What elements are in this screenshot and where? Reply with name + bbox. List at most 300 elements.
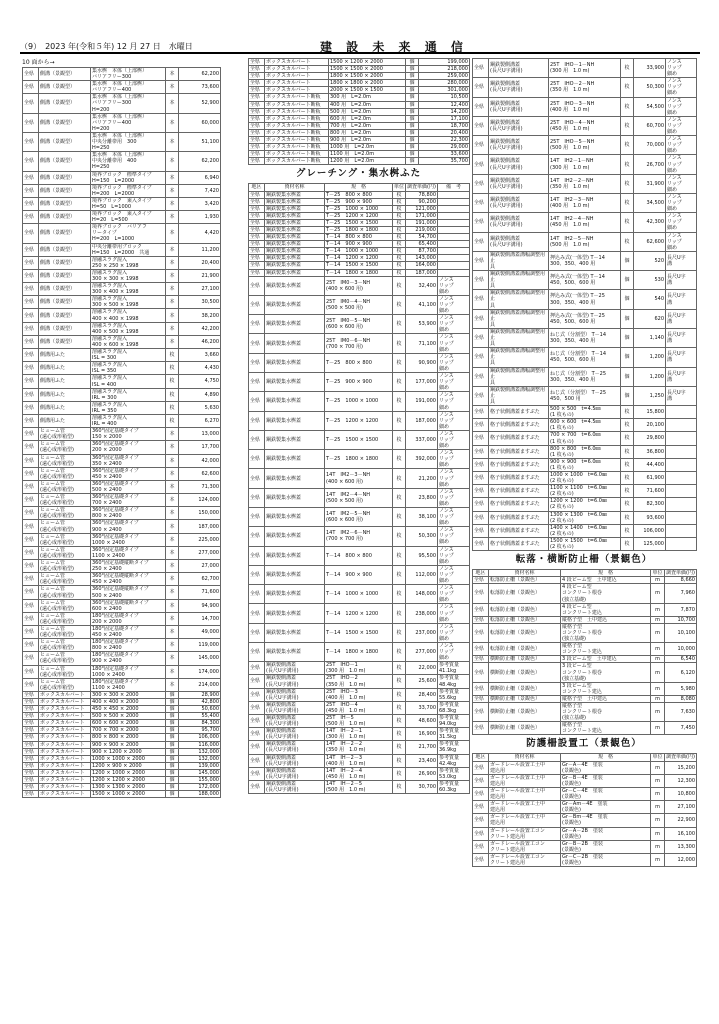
- cell-price: 53,900: [406, 315, 438, 334]
- cell-price: 6,540: [665, 656, 697, 663]
- cell-unit: 個: [166, 769, 179, 776]
- table-row: [473, 406, 697, 419]
- cell-spec: 境界ブロック 標準タイプ H=150 L=2000: [91, 171, 166, 184]
- cell-unit: 枚: [166, 414, 179, 427]
- cell-material: 側溝（景観型）: [39, 171, 91, 184]
- cell-unit: 本: [166, 546, 179, 559]
- cell-spec: T－25 1200 × 1200: [325, 212, 393, 219]
- cell-unit: 本: [166, 152, 179, 171]
- cell-area: 全県: [23, 533, 39, 546]
- cell-area: 全県: [23, 322, 39, 335]
- cell-area: 全県: [249, 565, 265, 584]
- cell-unit: 本: [166, 467, 179, 480]
- cell-spec: 360°固定基礎タイプ 450 × 2400: [91, 467, 166, 480]
- cell-price: 22,900: [665, 814, 697, 827]
- cell-price: 214,000: [179, 678, 221, 691]
- cell-unit: m: [651, 663, 665, 682]
- table-row: [23, 784, 221, 791]
- cell-area: 全県: [23, 748, 39, 755]
- cell-material: 鋼鉄製集水桝蓋: [265, 527, 325, 546]
- cell-area: 全県: [249, 262, 265, 269]
- table-row: [23, 741, 221, 748]
- cell-unit: 個: [621, 271, 634, 290]
- cell-unit: m: [651, 814, 665, 827]
- cell-price: 71,300: [179, 480, 221, 493]
- cell-area: 全県: [473, 406, 489, 419]
- cell-material: 横断防止柵（景観色）: [489, 695, 561, 702]
- cell-price: 70,000: [634, 136, 666, 155]
- cell-spec: T－14 1000 × 1000: [325, 248, 393, 255]
- cell-material: 鋼鉄製側溝蓋 (長尺U字溝用): [489, 97, 549, 116]
- right-column: [472, 58, 696, 867]
- cell-material: 格子状側溝蓋ますぶた: [489, 458, 549, 471]
- continued-note: 10 面から→: [22, 59, 55, 66]
- table-row: [249, 151, 470, 158]
- cell-spec: 400 用 L=2.0m: [329, 101, 406, 108]
- table-row: [249, 430, 470, 449]
- cell-spec: 14T IH－2－5 (500 用 1.0 m): [325, 780, 393, 793]
- cell-material: 格子状側溝蓋ますぶた: [489, 432, 549, 445]
- cell-note: [438, 205, 470, 212]
- cell-spec: 押込み式(一体型) T－14 450、500、600 用: [549, 271, 621, 290]
- cell-note: [438, 191, 470, 198]
- column-header: 単位: [652, 570, 663, 577]
- table-row: [249, 527, 470, 546]
- cell-price: 65,400: [406, 241, 438, 248]
- cell-unit: 枚: [393, 688, 406, 701]
- cell-material: ボックスカルバート: [265, 59, 329, 66]
- table-row: [473, 59, 697, 78]
- cell-area: 全県: [249, 392, 265, 411]
- cell-spec: 360°固定基礎縦断タイプ 600 × 2400: [91, 599, 166, 612]
- cell-spec: 中央分離帯用ブロック H=150 L=2000 共通: [91, 243, 166, 256]
- cell-note: 長尺U字 溝: [666, 251, 697, 270]
- cell-spec: T－25 1000 × 1000: [325, 392, 393, 411]
- cell-spec: 集水桝 本体（上部桝） バリアフリー400 H=200: [91, 113, 166, 132]
- cell-area: 全県: [249, 94, 265, 101]
- cell-area: 全県: [249, 248, 265, 255]
- table-header-row: [249, 184, 470, 191]
- cell-material: 鋼鉄製集水桝蓋: [265, 642, 325, 661]
- cell-spec: 3 段ビーム型 土中建込: [561, 656, 651, 663]
- cell-note: [666, 472, 697, 485]
- column-header: 地区: [473, 570, 489, 577]
- cell-material: 鋼鉄製集水桝蓋: [265, 469, 325, 488]
- cell-area: 全県: [23, 546, 39, 559]
- table-row: [23, 734, 221, 741]
- cell-price: 164,000: [406, 262, 438, 269]
- cell-area: 全県: [473, 155, 489, 174]
- cell-note: ノンス リップ 細め: [666, 155, 697, 174]
- table-row: [249, 198, 470, 205]
- cell-material: 側溝（景観型）: [39, 335, 91, 348]
- cell-area: 全県: [23, 625, 39, 638]
- cell-price: 28,900: [179, 691, 221, 698]
- cell-spec: 溶融スラグ混入 IRL = 300: [91, 388, 166, 401]
- cell-price: 29,000: [419, 144, 470, 151]
- cell-spec: 180°固定基礎タイプ 800 × 2400: [91, 639, 166, 652]
- cell-spec: 25T IHO－2 (350 用 1.0 m): [325, 675, 393, 688]
- cell-price: 337,000: [406, 430, 438, 449]
- cell-area: 全県: [23, 283, 39, 296]
- cell-unit: 枚: [621, 472, 634, 485]
- cell-price: 94,900: [179, 599, 221, 612]
- cell-material: ガードレール設置工土中 建込用: [489, 774, 561, 787]
- cell-area: 全県: [473, 232, 489, 251]
- cell-spec: 1400 × 1400 t=6.0㎜ (2 枚もの): [549, 524, 621, 537]
- cell-note: [438, 248, 470, 255]
- table-row: [249, 623, 470, 642]
- cell-note: ノンス リップ 細め: [438, 373, 470, 392]
- cell-price: 3,660: [179, 349, 221, 362]
- cell-spec: 360°固定基礎タイプ 500 × 2400: [91, 480, 166, 493]
- column-header: 調査単価(円): [407, 184, 436, 191]
- cell-price: 29,800: [634, 432, 666, 445]
- cell-price: 10,500: [419, 94, 470, 101]
- cell-material: 鋼鉄製側溝蓋 (長尺U字溝用): [489, 155, 549, 174]
- cell-price: 12,300: [665, 774, 697, 787]
- cell-spec: 14T IM2－6－NH (700 × 700 用): [325, 527, 393, 546]
- cell-note: [438, 255, 470, 262]
- cell-price: 32,400: [406, 276, 438, 295]
- cell-unit: 枚: [393, 411, 406, 430]
- cell-area: 全県: [473, 853, 489, 866]
- cell-area: 全県: [473, 695, 489, 702]
- cell-unit: 枚: [393, 780, 406, 793]
- cell-area: 全県: [249, 688, 265, 701]
- cell-material: ヒューム管 (遠心成形箱型): [39, 625, 91, 638]
- cell-unit: 枚: [166, 375, 179, 388]
- table-row: [473, 656, 697, 663]
- cell-material: 鋼鉄製集水桝蓋: [265, 241, 325, 248]
- cell-spec: T－14 800 × 800: [325, 546, 393, 565]
- cell-spec: 500 × 500 × 2000: [91, 713, 166, 720]
- cell-spec: T－14 900 × 900: [325, 241, 393, 248]
- table-row: [23, 748, 221, 755]
- cell-spec: Gr－A－4E 塗装 (景観色): [561, 761, 651, 774]
- cell-area: 全県: [23, 256, 39, 269]
- cell-area: 全県: [249, 158, 265, 165]
- cell-price: 106,000: [179, 734, 221, 741]
- cell-price: 8,080: [665, 695, 697, 702]
- cell-price: 6,940: [179, 171, 221, 184]
- cell-area: 全県: [249, 546, 265, 565]
- cell-unit: 枚: [393, 728, 406, 741]
- table-row: [23, 494, 221, 507]
- cell-spec: 180°固定基礎タイプ 900 × 2400: [91, 652, 166, 665]
- table-row: [473, 840, 697, 853]
- cell-unit: 枚: [393, 392, 406, 411]
- cell-area: 全県: [249, 205, 265, 212]
- cell-spec: 縦格子型 土中建込: [561, 695, 651, 702]
- cell-area: 全県: [473, 290, 489, 309]
- cell-note: ノンス リップ 細め: [438, 546, 470, 565]
- cell-note: 長尺U字 溝: [666, 367, 697, 386]
- table-row: [23, 652, 221, 665]
- cell-price: 1,200: [634, 367, 666, 386]
- cell-price: 145,000: [179, 769, 221, 776]
- cell-area: 全県: [249, 212, 265, 219]
- cell-material: 側溝用ふた: [39, 349, 91, 362]
- cell-spec: 25T IHO－2－NH (350 用 1.0 m): [549, 78, 621, 97]
- cell-material: 側溝（景観型）: [39, 152, 91, 171]
- cell-unit: 本: [166, 625, 179, 638]
- cell-material: 横断防止柵（景観色）: [489, 656, 561, 663]
- cell-unit: 枚: [393, 585, 406, 604]
- column-header: 規 格: [561, 570, 651, 577]
- cell-material: 鋼鉄製側溝蓋 (長尺U字溝用): [489, 78, 549, 97]
- cell-unit: 枚: [393, 241, 406, 248]
- cell-price: 10,000: [665, 643, 697, 656]
- cell-area: 全県: [249, 234, 265, 241]
- guardrail-section-title: 防護柵設置工（景観色）: [526, 738, 642, 750]
- table-row: [23, 612, 221, 625]
- cell-material: 鋼鉄製集水桝蓋: [265, 276, 325, 295]
- cell-unit: 枚: [621, 213, 634, 232]
- cell-price: 4,750: [179, 375, 221, 388]
- cell-area: 全県: [249, 241, 265, 248]
- table-row: [249, 248, 470, 255]
- cell-price: 10,100: [665, 623, 697, 642]
- cell-note: [666, 524, 697, 537]
- cell-price: 177,000: [406, 373, 438, 392]
- cell-unit: m: [651, 584, 665, 603]
- cell-price: 54,500: [634, 97, 666, 116]
- cell-price: 42,000: [179, 454, 221, 467]
- cell-unit: m: [651, 801, 665, 814]
- cell-spec: T－14 1500 × 1500: [325, 262, 393, 269]
- cell-spec: 25T IHO－1－NH (300 用 1.0 m): [549, 59, 621, 78]
- table-row: [23, 171, 221, 184]
- cell-spec: 360°固定基礎タイプ 150 × 2000: [91, 428, 166, 441]
- cell-material: ヒューム管 (遠心成形箱型): [39, 665, 91, 678]
- table-row: [473, 703, 697, 722]
- cell-price: 62,600: [179, 467, 221, 480]
- cell-area: 全県: [249, 59, 265, 66]
- cell-area: 全県: [249, 144, 265, 151]
- cell-area: 全県: [249, 315, 265, 334]
- cell-price: 8,660: [665, 577, 697, 584]
- cell-material: 鋼鉄製側溝蓋 (長尺U字溝用): [265, 701, 325, 714]
- cell-unit: 枚: [393, 488, 406, 507]
- cell-price: 148,000: [406, 585, 438, 604]
- cell-note: ノンス リップ 細め: [438, 411, 470, 430]
- cell-price: 90,900: [406, 353, 438, 372]
- cell-price: 21,700: [406, 741, 438, 754]
- cell-unit: 本: [166, 94, 179, 113]
- cell-area: 全県: [23, 224, 39, 243]
- cell-unit: 本: [166, 665, 179, 678]
- cell-unit: m: [651, 761, 665, 774]
- table-row: [249, 488, 470, 507]
- cell-area: 全県: [23, 362, 39, 375]
- cell-note: 参考質量 48.4kg: [438, 675, 470, 688]
- cell-material: ヒューム管 (遠心成形箱型): [39, 428, 91, 441]
- cell-price: 280,000: [419, 80, 470, 87]
- cell-area: 全県: [23, 678, 39, 691]
- cell-material: 格子状側溝蓋ますぶた: [489, 511, 549, 524]
- cell-unit: 枚: [393, 373, 406, 392]
- cell-note: ノンス リップ 細め: [438, 295, 470, 314]
- cell-material: 鋼鉄製集水桝蓋: [265, 191, 325, 198]
- cell-unit: 枚: [393, 546, 406, 565]
- cell-unit: 枚: [393, 234, 406, 241]
- cell-price: 125,000: [634, 537, 666, 550]
- cell-material: 側溝（景観型）: [39, 243, 91, 256]
- cell-unit: m: [651, 722, 665, 735]
- cell-unit: 枚: [393, 191, 406, 198]
- cell-note: 長尺U字 溝: [666, 348, 697, 367]
- cell-unit: 個: [621, 251, 634, 270]
- cell-material: 鋼鉄製集水桝蓋: [265, 508, 325, 527]
- table-row: [23, 113, 221, 132]
- cell-note: [438, 234, 470, 241]
- cell-spec: Gr－Am－4E 塗装 (景観色): [561, 801, 651, 814]
- cell-unit: m: [651, 623, 665, 642]
- table-row: [473, 97, 697, 116]
- table-row: [249, 675, 470, 688]
- table-row: [473, 524, 697, 537]
- table-row: [23, 769, 221, 776]
- table-row: [249, 255, 470, 262]
- cell-area: 全県: [473, 603, 489, 616]
- cell-unit: 本: [166, 211, 179, 224]
- cell-unit: 個: [406, 87, 419, 94]
- cell-area: 全県: [473, 309, 489, 328]
- cell-price: 34,500: [634, 193, 666, 212]
- cell-area: 全県: [249, 623, 265, 642]
- cell-unit: 個: [406, 137, 419, 144]
- cell-area: 全県: [23, 665, 39, 678]
- table-row: [23, 639, 221, 652]
- cell-area: 全県: [473, 827, 489, 840]
- cell-spec: Gr－C－2B 塗装 (景観色): [561, 853, 651, 866]
- cell-unit: 枚: [621, 193, 634, 212]
- cell-spec: 360°固定基礎タイプ 350 × 2400: [91, 454, 166, 467]
- cell-spec: 集水桝 本体（上部桝） 中央分離帯用 300 H=250: [91, 132, 166, 151]
- cell-note: 長尺U字 溝: [666, 328, 697, 347]
- cell-price: 4,890: [179, 388, 221, 401]
- cell-unit: 枚: [393, 508, 406, 527]
- cell-unit: 枚: [621, 406, 634, 419]
- table-row: [23, 454, 221, 467]
- cell-unit: 枚: [621, 537, 634, 550]
- cell-material: 鋼鉄製側溝蓋溝幅調整用止 具: [489, 367, 549, 386]
- cell-unit: 本: [166, 441, 179, 454]
- cell-spec: 14T IH－2－4 (450 用 1.0 m): [325, 767, 393, 780]
- cell-area: 全県: [23, 211, 39, 224]
- table-row: [473, 682, 697, 695]
- cell-area: 全県: [473, 251, 489, 270]
- table-row: [23, 224, 221, 243]
- cell-price: 124,000: [179, 494, 221, 507]
- cell-price: 1,930: [179, 211, 221, 224]
- cell-unit: 個: [166, 748, 179, 755]
- table-row: [249, 701, 470, 714]
- cell-spec: 400 × 400 × 2000: [91, 699, 166, 706]
- cell-price: 14,700: [179, 612, 221, 625]
- cell-price: 1,200: [634, 348, 666, 367]
- cell-material: 側溝（景観型）: [39, 197, 91, 210]
- cell-unit: m: [651, 577, 665, 584]
- cell-price: 61,900: [634, 472, 666, 485]
- cell-price: 6,270: [179, 414, 221, 427]
- cell-unit: 枚: [393, 469, 406, 488]
- cell-material: 鋼鉄製集水桝蓋: [265, 430, 325, 449]
- cell-material: 鋼鉄製集水桝蓋: [265, 234, 325, 241]
- cell-material: 側溝（景観型）: [39, 94, 91, 113]
- cell-unit: m: [651, 774, 665, 787]
- cell-material: 転落防止柵（景観色）: [489, 616, 561, 623]
- cell-area: 全県: [473, 814, 489, 827]
- cell-spec: 25T IHO－1 (300 用 1.0 m): [325, 662, 393, 675]
- cell-spec: T－14 1500 × 1500: [325, 623, 393, 642]
- cell-material: ガードレール設置工コン クリート建込用: [489, 827, 561, 840]
- table-row: [249, 205, 470, 212]
- table-row: [473, 78, 697, 97]
- cell-spec: 25T IHO－4 (450 用 1.0 m): [325, 701, 393, 714]
- table-row: [249, 241, 470, 248]
- table-row: [23, 573, 221, 586]
- table-row: [23, 428, 221, 441]
- cell-material: 側溝（景観型）: [39, 269, 91, 282]
- cell-price: 155,000: [179, 777, 221, 784]
- cell-unit: 枚: [393, 262, 406, 269]
- cell-unit: 枚: [621, 174, 634, 193]
- table-row: [23, 362, 221, 375]
- table-row: [473, 623, 697, 642]
- cell-material: 鋼鉄製側溝蓋 (長尺U字溝用): [265, 780, 325, 793]
- table-row: [473, 537, 697, 550]
- table-row: [249, 219, 470, 226]
- cell-unit: 本: [166, 639, 179, 652]
- cell-material: 鋼鉄製側溝蓋 (長尺U字溝用): [489, 232, 549, 251]
- cell-material: ボックスカルバート: [39, 755, 91, 762]
- cell-spec: T－14 1000 × 1000: [325, 585, 393, 604]
- table-row: [23, 699, 221, 706]
- cell-spec: 集水桝 本体（上部桝） バリアフリー300 H=200: [91, 94, 166, 113]
- cell-price: 3,420: [179, 197, 221, 210]
- cell-area: 全県: [473, 193, 489, 212]
- cell-unit: 個: [166, 762, 179, 769]
- cell-price: 42,200: [179, 322, 221, 335]
- cell-spec: T－14 1800 × 1800: [325, 642, 393, 661]
- table-row: [473, 367, 697, 386]
- cell-unit: m: [651, 703, 665, 722]
- cell-spec: 溶融スラグ混入 400 × 400 × 1998: [91, 309, 166, 322]
- cell-note: ノンス リップ 細め: [438, 488, 470, 507]
- table-row: [23, 335, 221, 348]
- cell-note: ノンス リップ 細め: [438, 469, 470, 488]
- cell-price: 12,400: [419, 101, 470, 108]
- cell-price: 93,600: [634, 511, 666, 524]
- table-row: [23, 691, 221, 698]
- cell-material: ボックスカルバート: [265, 87, 329, 94]
- cell-unit: 個: [166, 784, 179, 791]
- cell-note: [438, 241, 470, 248]
- table-row: [23, 777, 221, 784]
- table-row: [249, 315, 470, 334]
- table-row: [249, 94, 470, 101]
- cell-spec: 900 用 L=2.0m: [329, 137, 406, 144]
- table-row: [473, 603, 697, 616]
- cell-unit: 本: [166, 322, 179, 335]
- cell-unit: 枚: [621, 97, 634, 116]
- cell-price: 1,140: [634, 328, 666, 347]
- cell-unit: 本: [166, 678, 179, 691]
- cell-spec: 押込み式(一体型) T－25 450、500、600 用: [549, 309, 621, 328]
- cell-material: ヒューム管 (遠心成形箱型): [39, 533, 91, 546]
